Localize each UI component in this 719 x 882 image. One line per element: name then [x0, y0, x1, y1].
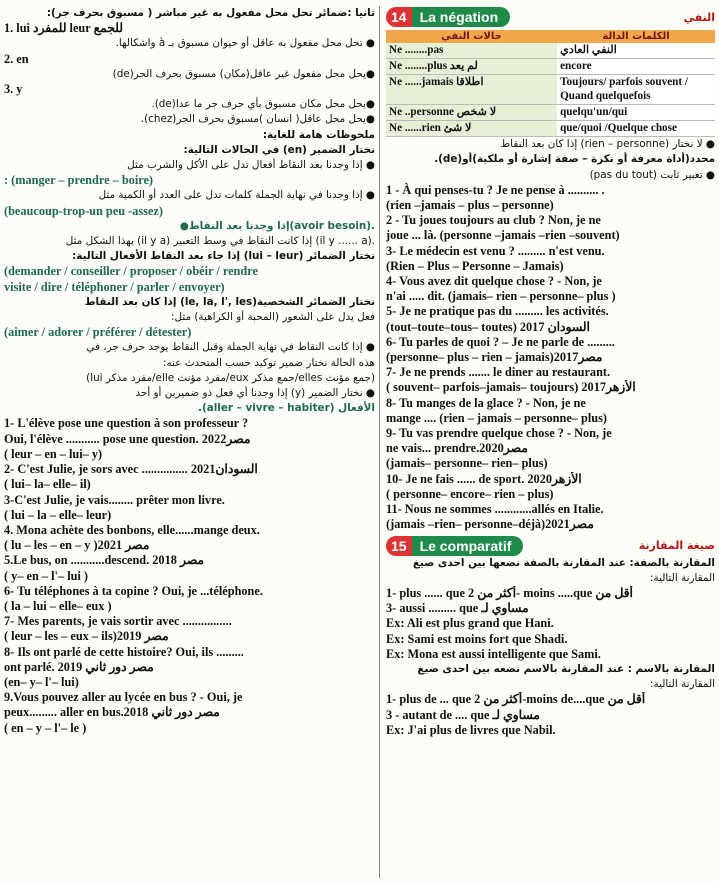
text-line: المقارنة التالية: — [650, 678, 715, 691]
text-line: 1- L'élève pose une question à son professeur ? — [4, 416, 249, 431]
text-line: ● تعبير ثابت (pas du tout) — [589, 168, 715, 181]
text-line: visite / dire / téléphoner / parler / envoyer) — [4, 279, 225, 294]
text-line: ( souvent– parfois–jamais– toujours) الأزهر2017 — [386, 380, 636, 395]
text-line: فعل يدل على الشعور (المحبة أو الكراهية) مثل: — [170, 311, 375, 324]
text-line: (beaucoup-trop-un peu -assez) — [4, 203, 163, 218]
text-line: ne vais... prendre.2020مصر — [386, 441, 528, 456]
comparatif-rules — [386, 556, 715, 738]
text-line: 3- Le médecin est venu ? ......... n'est venu. — [386, 243, 605, 258]
text-line: 5.Le bus, on ...........descend. 2018 مصر — [4, 553, 204, 568]
text-line: Ex: Ali est plus grand que Hani. — [386, 616, 554, 631]
text-line: 4. Mona achète des bonbons, elle......mange deux. — [4, 522, 260, 537]
lesson-title: Le comparatif — [412, 536, 524, 556]
text-line: (demander / conseiller / proposer / obéir / rendre — [4, 264, 258, 279]
indicator-words: quelqu'un/qui — [557, 104, 715, 120]
text-line: (personne– plus – rien – jamais)2017مصر — [386, 350, 603, 365]
text-line: ( personne– encore– rien – plus) — [386, 486, 554, 501]
text-line: (tout–toute–tous– toutes) 2017 السودان — [386, 319, 590, 334]
text-line: (جمع مؤنث elles/جمع مذكر eux/مفرد مؤنث elle/مفرد مذكر lui) — [86, 371, 375, 384]
indicator-words: Toujours/ parfois souvent / Quand quelquefois — [557, 75, 715, 104]
lesson-number: 15 — [386, 536, 412, 556]
text-line: المقارنة بالصفة: عند المقارنة بالصفة نضعها بين احدى صيغ — [412, 556, 715, 569]
text-line: هذه الحالة نختار ضمير توكيد حسب المتحدث عنه: — [162, 356, 375, 369]
text-line: المقارنة بالاسم : عند المقارنة بالاسم نضعه بين احدى صيغ — [417, 662, 715, 675]
text-line: ( leur – les – eux – ils)2019 مصر — [4, 629, 169, 644]
text-line: 1. lui للمفرد leur للجمع — [4, 21, 123, 36]
text-line: Ex: Mona est aussi intelligente que Sami. — [386, 646, 601, 661]
text-line: 1 - À qui penses-tu ? Je ne pense à .......... . — [386, 182, 605, 197]
text-line: 3- aussi ......... que مساوي لـ — [386, 601, 529, 616]
text-line: ملحوظات هامة للغاية: — [262, 128, 375, 141]
text-line: 8- Ils ont parlé de cette histoire? Oui, ils ......... — [4, 644, 244, 659]
text-line: ● إذا وجدنا بعد النقاط أفعال تدل على الأكل والشرب مثل — [127, 159, 375, 172]
comparatif-badge — [386, 536, 523, 556]
text-line: 9.Vous pouvez aller au lycée en bus ? - Oui, je — [4, 690, 243, 705]
indicator-words: النفي العادي — [557, 43, 715, 59]
text-line: .(avoir besoin)إذا وجدنا بعد النقاط● — [179, 219, 375, 232]
text-line: mange .... (rien – jamais – personne– plus) — [386, 410, 608, 425]
text-line: نختار الضمائر (lui – leur) إذا جاء بعد النقاط الأفعال التالية: — [72, 250, 375, 263]
text-line: ● لا نختار (rien – personne) إذا كان بعد النقاط — [500, 138, 715, 151]
right-column — [386, 6, 715, 878]
text-line: ( la – lui – elle– eux ) — [4, 598, 112, 613]
text-line: ● تحل محل مفعول به عاقل أو حيوان مسبوق بـ à واشكالها. — [115, 37, 375, 50]
text-line: peux......... aller en bus.2018 مصر دور ثاني — [4, 705, 220, 720]
lesson-title-ar: النفي — [683, 10, 715, 24]
text-line: 9- Tu vas prendre quelque chose ? - Non, je — [386, 426, 612, 441]
table-header-cases: حالات النفي — [386, 30, 557, 43]
text-line: 1- plus de ... que أكثر من 2-moins de....que أقل من — [386, 692, 646, 707]
comparatif-header — [386, 536, 715, 556]
text-line: 10- Je ne fais ...... de sport. 2020الأزهر — [386, 471, 582, 486]
negation-table — [386, 30, 715, 137]
text-line: ●يحل محل مكان مسبوق بأي حرف جر ما عدا(de). — [151, 98, 375, 111]
text-line: 4- Vous avez dit quelque chose ? - Non, je — [386, 274, 602, 289]
text-line: ( lui– la– elle– il) — [4, 477, 91, 492]
text-line: 7- Je ne prends ....... le diner au restaurant. — [386, 365, 611, 380]
text-line: 11- Nous ne sommes ............allés en Italie. — [386, 502, 604, 517]
negation-form: Ne ......jamais اطلاقا — [386, 75, 557, 104]
indicator-words: que/quoi /Quelque chose — [557, 121, 715, 137]
text-line: (aimer / adorer / préférer / détester) — [4, 325, 192, 340]
text-line: ont parlé. 2019 مصر دور ثاني — [4, 659, 154, 674]
text-line: ● نختار الضمير (y) إذا وجدنا أي فعل ذو ضميرين أو أحد — [135, 387, 375, 400]
negation-badge — [386, 7, 510, 27]
text-line: نختار الضمير (en) في الحالات التالية: — [183, 143, 375, 156]
negation-form: Ne ........pas — [386, 43, 557, 59]
text-line: ●يحل محل عاقل( انسان )مسبوق بحرف الجر(chez). — [140, 113, 375, 126]
table-header-words: الكلمات الدالة — [557, 30, 715, 43]
negation-form: Ne ......rien لا شئ — [386, 121, 557, 137]
text-line: المقارنة التالية: — [650, 571, 715, 584]
text-line: 3-C'est Julie, je vais........ prêter mon livre. — [4, 492, 225, 507]
text-line: محدد(أداة معرفة أو نكرة – صفة إشارة أو ملكية)أو(de). — [434, 153, 715, 166]
negation-header — [386, 6, 715, 28]
text-line: 5- Je ne pratique pas du ......... les activités. — [386, 304, 609, 319]
text-line: 6- Tu téléphones à ta copine ? Oui, je ...téléphone. — [4, 583, 263, 598]
table-row — [386, 121, 715, 137]
text-line: ثانيا :ضمائر تحل محل مفعول به غير مباشر ( مسبوق بحرف جر): — [46, 7, 375, 19]
text-line: 2 - Tu joues toujours au club ? Non, je ne — [386, 213, 601, 228]
text-line: نختار الضمائر الشخصية(le, la, l', les) إذا كان بعد النقاط — [84, 295, 375, 308]
lesson-number: 14 — [386, 7, 412, 27]
text-line: (jamais –rien– personne–déjà)2021مصر — [386, 517, 594, 532]
text-line: ( lu – les – en – y )2021 مصر — [4, 538, 150, 553]
negation-form: Ne ..personne لا شخص — [386, 104, 557, 120]
text-line: 1- plus ...... que أكثر من 2- moins .....que أقل من — [386, 585, 633, 600]
text-line: ● إذا وجدنا في نهاية الجملة كلمات تدل على العدد أو الكمية مثل — [98, 189, 375, 202]
text-line: ●يحل محل مفعول غير عاقل(مكان) مسبوق بحرف الجر(de) — [112, 67, 375, 80]
lesson-title: La négation — [412, 7, 511, 27]
text-line: ( lui – la – elle– leur) — [4, 507, 112, 522]
negation-exercises — [386, 137, 715, 532]
text-line: (jamais– personne– rien– plus) — [386, 456, 548, 471]
text-line: 3. y — [4, 82, 23, 97]
text-line: 2. en — [4, 51, 29, 66]
text-line: (en– y– l'– lui) — [4, 674, 79, 689]
text-line: 6- Tu parles de quoi ? – Je ne parle de ......... — [386, 334, 615, 349]
text-line: Oui, l'élève ........... pose une question. 2022مصر — [4, 431, 251, 446]
text-line: ( y– en – l'– lui ) — [4, 568, 89, 583]
text-line: : (manger – prendre – boire) — [4, 173, 154, 188]
text-line: 8- Tu manges de la glace ? - Non, je ne — [386, 395, 586, 410]
table-row — [386, 59, 715, 75]
table-row — [386, 75, 715, 104]
text-line: joue ... là. (personne –jamais –rien –souvent) — [386, 228, 620, 243]
table-row — [386, 104, 715, 120]
text-line: n'ai ..... dit. (jamais– rien – personne– plus ) — [386, 289, 616, 304]
indicator-words: encore — [557, 59, 715, 75]
table-row — [386, 43, 715, 59]
text-line: 2- C'est Julie, je sors avec ............... السودان2021 — [4, 462, 258, 477]
text-line: (Rien – Plus – Personne – Jamais) — [386, 258, 564, 273]
text-line: ( leur – en – lui– y) — [4, 446, 103, 461]
text-line: 3 - autant de .... que مساوي لـ — [386, 707, 540, 722]
text-line: (rien –jamais – plus – personne) — [386, 198, 554, 213]
lesson-title-ar: صيغة المقارنة — [638, 539, 715, 552]
text-line: .(il y ...... a) إذا كانت النقاط في وسط التعبير (il y a) يهذا الشكل مثل — [65, 235, 375, 248]
text-line: Ex: Sami est moins fort que Shadi. — [386, 631, 568, 646]
negation-form: Ne ........plus لم يعد — [386, 59, 557, 75]
text-line: Ex: J'ai plus de livres que Nabil. — [386, 722, 556, 737]
text-line: ( en – y – l'– le ) — [4, 720, 87, 735]
text-line: 7- Mes parents, je vais sortir avec ................ — [4, 614, 232, 629]
text-line: الأفعال (aller – vivre – habiter). — [198, 402, 375, 415]
left-column — [4, 6, 380, 878]
text-line: ● إذا كانت النقاط في نهاية الجملة وقبل النقاط يوجد حرف جر، في — [86, 341, 375, 354]
